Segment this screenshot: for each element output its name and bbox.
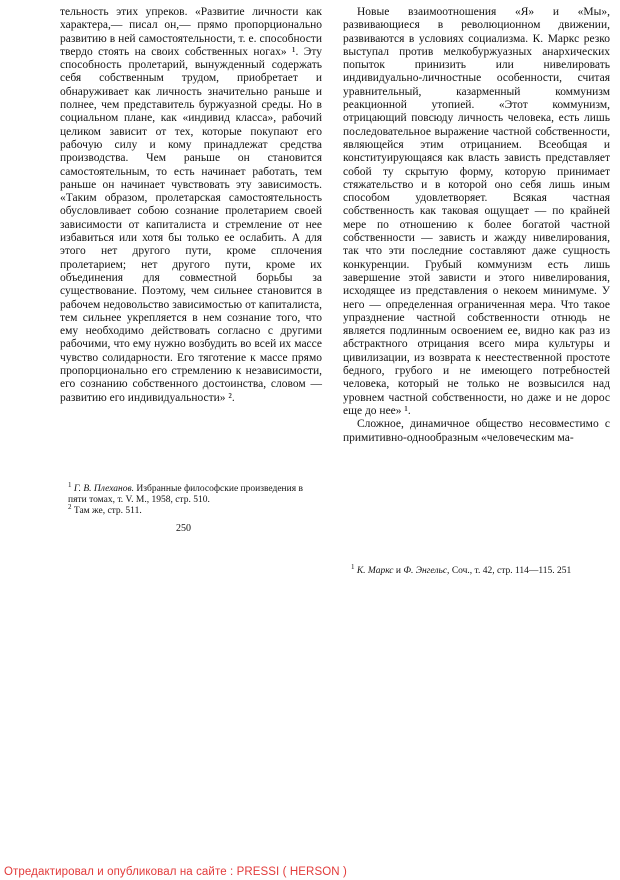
footnote-mark: 2: [68, 502, 72, 511]
footnote-text: Избранные философские произведения в пяти томах, т. V. М., 1958, стр. 510.: [68, 484, 303, 505]
footnote-text: Там же, стр. 511.: [73, 506, 142, 516]
footnote-mark: 1: [351, 562, 355, 571]
footnote-1: [343, 562, 610, 577]
publisher-footer: Отредактировал и опубликовал на сайте : PRESSI ( HERSON ): [4, 866, 347, 878]
footnote-conj: и: [395, 566, 401, 576]
footnote-author: Г. В. Плеханов.: [73, 484, 135, 494]
left-footnotes: [60, 480, 322, 517]
footnote-text: Соч., т. 42, стр. 114—115.: [451, 566, 555, 576]
right-page-number: 251: [557, 566, 572, 576]
footnote-author: К. Маркс: [356, 566, 394, 576]
footnote-1: [60, 480, 322, 506]
footnote-2: [60, 502, 322, 517]
left-page-number: 250: [176, 523, 191, 534]
left-page-text: [60, 6, 322, 405]
right-footnotes: [343, 562, 610, 577]
left-paragraph: тельность этих упреков. «Развитие личности как характера,— писал он,— прямо пропорционально развитию в ней самостоятельности, т. е. способности твердо стоять на своих собственных ногах» ¹. Эту способность пролетарий, вынужденный содержать себя собственным трудом, приобретает и обнаруживает как личность значительно раньше и полнее, чем представитель буржуазной среды. Но в социальном плане, как «индивид класса», рабочий целиком зависит от тех, которые покупают его рабочую силу и кому принадлежат средства производства. Чем раньше он становится самостоятельным, то есть начинает работать, тем раньше он начинает чувствовать эту зависимость. «Таким образом, пролетарская самостоятельность обусловливает собою сознание пролетарием своей зависимости от капиталиста и стремление от нее избавиться или хотя бы только ее ослабить. А для этого нет другого пути, кроме сплочения пролетарием; нет другого пути, кроме их объединения для совместной борьбы за существование. Поэтому, чем сильнее становится в рабочем недовольство зависимостью от капиталиста, тем сильнее укрепляется в нем сознание того, что ему необходимо действовать согласно с другими рабочими, что ему нужно возбудить во всей их массе чувство солидарности. Его тяготение к массе прямо пропорционально его стремлению к независимости, его сознанию собственного достоинства, словом — развитию его индивидуальности» ².: [60, 6, 322, 404]
right-page-text: [343, 6, 610, 445]
right-paragraph-1: Новые взаимоотношения «Я» и «Мы», развивающиеся в революционном движении, развиваются в условиях социализма. К. Маркс резко выступал против мелкобуржуазных анархических попыток принизить или нивелировать индивидуально-личностные особенности, считая уравнительный, казарменный коммунизм реакционной утопией. «Этот коммунизм, отрицающий повсюду личность человека, есть лишь последовательное выражение частной собственности, являющейся этим отрицанием. Всеобщая и конституирующаяся как власть зависть представляет собой ту скрытую форму, которую принимает стяжательство и в которой оно себя лишь иным способом удовлетворяет. Всякая частная собственность как таковая ощущает — по крайней мере по отношению к более богатой частной собственности — зависть и жажду нивелирования, так что эти последние составляют даже сущность конкуренции. Грубый коммунизм есть лишь завершение этой зависти и этого нивелирования, исходящее из представления о некоем минимуме. У него — определенная ограниченная мера. Что такое упразднение частной собственности отнюдь не является подлинным освоением ее, видно как раз из абстрактного отрицания всего мира культуры и цивилизации, из возврата к неестественной простоте бедного, грубого и не имеющего потребностей человека, который не только не возвысился над уровнем частной собственности, но даже и не дорос еще до нее» ¹.: [343, 6, 610, 417]
footnote-author-2: Ф. Энгельс,: [403, 566, 450, 576]
footnote-mark: 1: [68, 480, 72, 489]
right-paragraph-2: Сложное, динамичное общество несовместимо с примитивно-однообразным «человеческим ма-: [343, 418, 610, 444]
